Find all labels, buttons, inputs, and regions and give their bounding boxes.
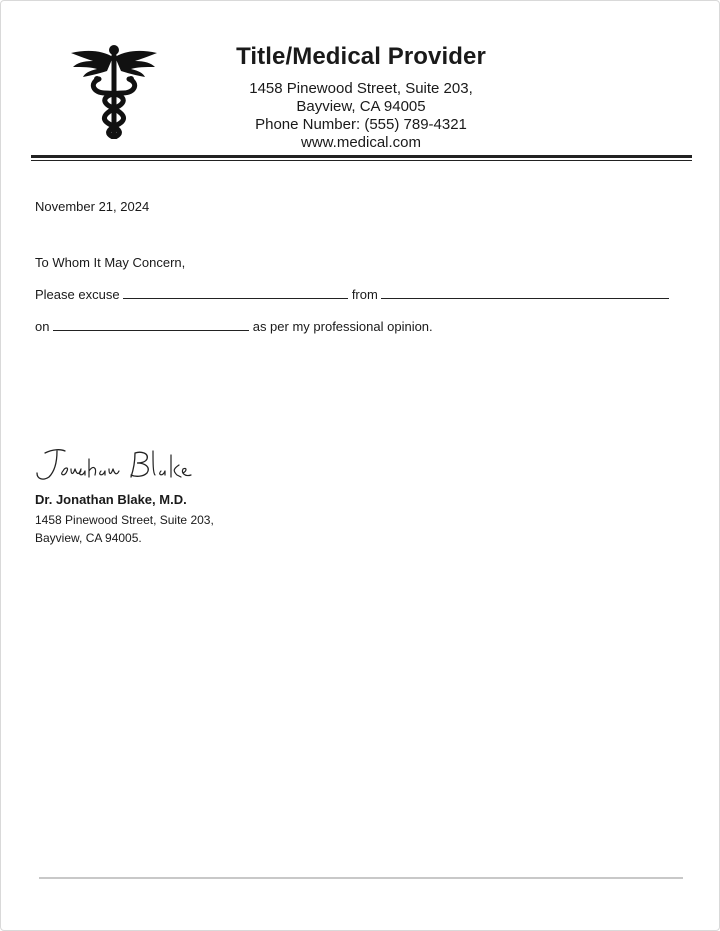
signer-name: Dr. Jonathan Blake, M.D. bbox=[35, 492, 187, 507]
excuse-from-label: from bbox=[351, 287, 378, 302]
signer-address-line1: 1458 Pinewood Street, Suite 203, bbox=[35, 513, 214, 527]
caduceus-icon bbox=[69, 43, 159, 139]
on-suffix: as per my professional opinion. bbox=[252, 319, 433, 334]
provider-title: Title/Medical Provider bbox=[236, 43, 486, 70]
excuse-from-blank[interactable] bbox=[381, 288, 669, 299]
provider-address-line1: 1458 Pinewood Street, Suite 203, bbox=[249, 80, 473, 97]
date-blank[interactable] bbox=[53, 320, 249, 331]
header-divider-thick bbox=[31, 155, 692, 158]
provider-phone: Phone Number: (555) 789-4321 bbox=[255, 116, 467, 133]
signer-address-block bbox=[35, 511, 214, 547]
provider-website: www.medical.com bbox=[300, 134, 422, 151]
letter-salutation: To Whom It May Concern, bbox=[35, 255, 186, 270]
excuse-prefix: Please excuse bbox=[35, 287, 120, 302]
letter-date: November 21, 2024 bbox=[35, 199, 150, 214]
patient-name-blank[interactable] bbox=[123, 288, 348, 299]
header-divider-thin bbox=[31, 160, 692, 161]
signature-image bbox=[31, 445, 211, 485]
excuse-line bbox=[35, 287, 669, 302]
provider-contact-block bbox=[201, 80, 521, 152]
provider-address-line2: Bayview, CA 94005 bbox=[296, 98, 426, 115]
footer-divider bbox=[39, 877, 683, 879]
on-prefix: on bbox=[35, 319, 50, 334]
signer-address-line2: Bayview, CA 94005. bbox=[35, 531, 142, 545]
on-line bbox=[35, 319, 433, 334]
